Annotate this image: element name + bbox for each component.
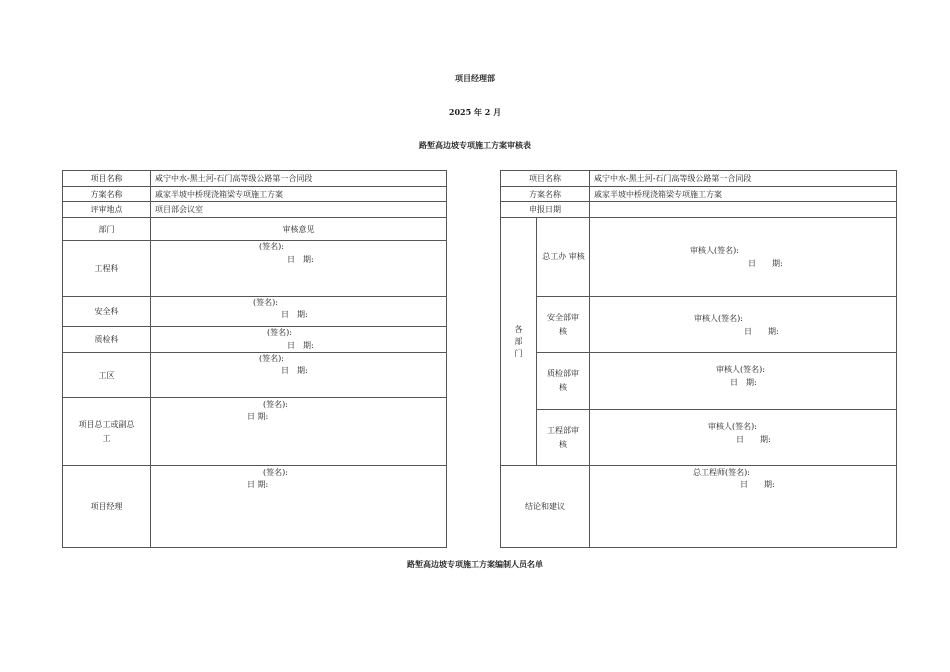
dept-engineering: 工程科 bbox=[63, 241, 151, 297]
dept-chief-office bbox=[537, 218, 590, 297]
table-title: 路堑高边坡专项施工方案审核表 bbox=[419, 140, 531, 150]
review-place-label: 评审地点 bbox=[63, 202, 151, 218]
dept-work-area: 工区 bbox=[63, 353, 151, 398]
date-label: 日 期: bbox=[247, 412, 269, 421]
date-label: 日 期: bbox=[748, 259, 783, 268]
right-review-table bbox=[500, 170, 897, 548]
quality-label: 质检部审核 bbox=[547, 369, 579, 392]
review-place-value: 项目部会议室 bbox=[151, 202, 447, 218]
dept-header: 部门 bbox=[63, 218, 151, 241]
dept-quality: 质检科 bbox=[63, 327, 151, 353]
date-label: 日 期: bbox=[736, 435, 771, 444]
date-label: 日 期: bbox=[740, 480, 775, 489]
chief-office-label: 总工办 审核 bbox=[542, 252, 585, 261]
date-label: 日 期: bbox=[281, 310, 308, 319]
dept-chief-engineer bbox=[63, 398, 151, 466]
signature-cell bbox=[151, 241, 447, 297]
reviewer-cell bbox=[590, 218, 897, 297]
date-label: 日 期: bbox=[730, 378, 757, 387]
project-name-label: 项目名称 bbox=[63, 171, 151, 187]
date-label: 日 期: bbox=[287, 341, 314, 350]
project-name-value: 咸宁中水-黑土河-石门高等级公路第一合同段 bbox=[151, 171, 447, 187]
reviewer-cell bbox=[590, 410, 897, 466]
chief-engineer-label: 项目总工或副总工 bbox=[78, 419, 135, 443]
reviewer-sign-label: 审核人(签名): bbox=[694, 314, 743, 323]
reviewer-sign-label: 审核人(签名): bbox=[716, 365, 765, 374]
department-heading: 项目经理部 bbox=[455, 73, 495, 83]
reviewer-sign-label: 审核人(签名): bbox=[708, 422, 757, 431]
signature-cell bbox=[151, 353, 447, 398]
engineering-label: 工程部审核 bbox=[547, 425, 579, 449]
scheme-name-value: 戚家半坡中桥现浇箱梁专项施工方案 bbox=[590, 187, 897, 202]
dept-project-manager: 项目经理 bbox=[63, 466, 151, 548]
signature-label: (签名): bbox=[267, 328, 292, 337]
departments-group-label: 各部门 bbox=[514, 324, 523, 358]
signature-label: (签名): bbox=[263, 468, 288, 477]
scheme-name-label: 方案名称 bbox=[63, 187, 151, 202]
signature-cell bbox=[151, 297, 447, 327]
dept-quality bbox=[537, 353, 590, 410]
date-label: 日 期: bbox=[287, 255, 314, 264]
departments-group-cell bbox=[501, 218, 537, 466]
scheme-name-label: 方案名称 bbox=[501, 187, 590, 202]
footer-title: 路堑高边坡专项施工方案编制人员名单 bbox=[407, 559, 543, 569]
project-name-label: 项目名称 bbox=[501, 171, 590, 187]
signature-cell bbox=[151, 327, 447, 353]
signature-label: (签名): bbox=[253, 298, 278, 307]
signature-cell bbox=[151, 466, 447, 548]
reviewer-sign-label: 审核人(签名): bbox=[690, 246, 739, 255]
safety-label: 安全部审核 bbox=[547, 312, 579, 336]
signature-label: (签名): bbox=[259, 242, 284, 251]
chief-engineer-sign-label: 总工程师(签名): bbox=[693, 468, 750, 477]
submit-date-label: 申报日期 bbox=[501, 202, 590, 218]
submit-date-value bbox=[590, 202, 897, 218]
project-name-value: 咸宁中水-黑土河-石门高等级公路第一合同段 bbox=[590, 171, 897, 187]
opinion-header: 审核意见 bbox=[151, 218, 447, 241]
left-review-table bbox=[62, 170, 447, 548]
reviewer-cell bbox=[590, 297, 897, 353]
scheme-name-value: 戚家半坡中桥现浇箱梁专项施工方案 bbox=[151, 187, 447, 202]
date-label: 日 期: bbox=[247, 480, 269, 489]
dept-safety: 安全科 bbox=[63, 297, 151, 327]
signature-label: (签名): bbox=[259, 354, 284, 363]
signature-cell bbox=[151, 398, 447, 466]
signature-label: (签名): bbox=[263, 400, 288, 409]
date-label: 日 期: bbox=[281, 366, 308, 375]
conclusion-label: 结论和建议 bbox=[501, 466, 590, 548]
reviewer-cell bbox=[590, 353, 897, 410]
date-label: 日 期: bbox=[744, 327, 779, 336]
dept-engineering bbox=[537, 410, 590, 466]
conclusion-cell bbox=[590, 466, 897, 548]
date-heading: 2025 年 2 月 bbox=[448, 107, 502, 117]
dept-safety bbox=[537, 297, 590, 353]
